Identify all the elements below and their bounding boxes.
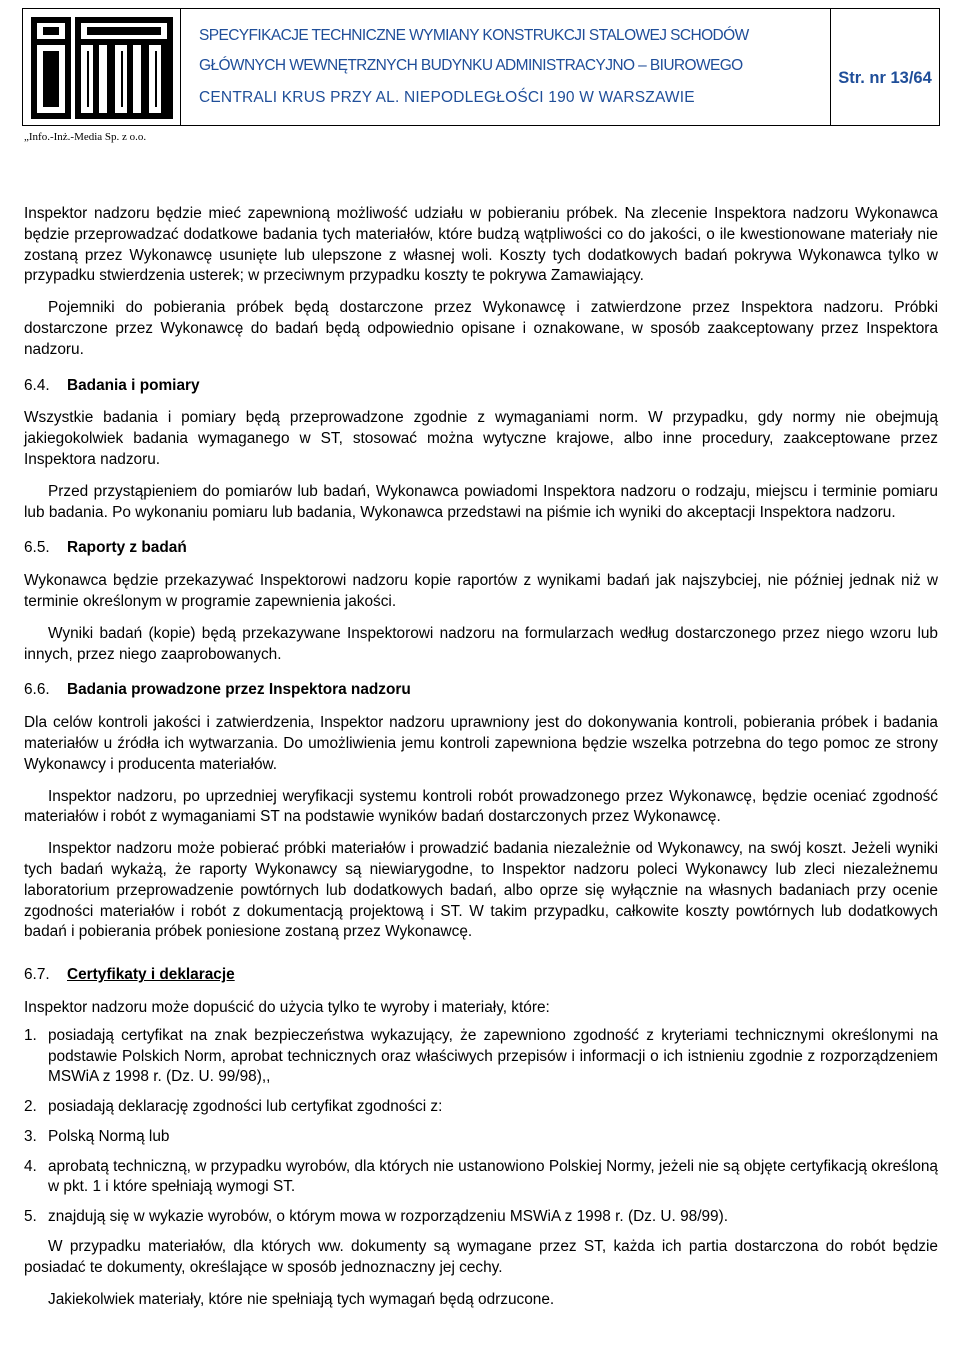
document-title-cell [180,8,830,126]
section-6-4-paragraph-2: Przed przystąpieniem do pomiarów lub badań, Wykonawca powiadomi Inspektora nadzoru o rodzaju, miejscu i terminie pomiaru lub badania. Po wykonaniu pomiaru lub badania, Wykonawca przedstawi na piśmie ich wyniki do akceptacji Inspektora nadzoru. [24,482,938,521]
section-title: Raporty z badań [67,539,187,557]
section-number: 6.6. [24,681,50,699]
section-6-4-heading [24,376,938,397]
list-item-number: 2. [24,1098,37,1116]
section-6-7-intro: Inspektor nadzoru może dopuścić do użycia tylko te wyroby i materiały, które: [24,998,550,1016]
section-6-4-paragraph-1: Wszystkie badania i pomiary będą przeprowadzone zgodnie z wymaganiami norm. W przypadku, gdy normy nie obejmują jakiegokolwiek badania wymaganego w ST, stosować można wytyczne krajowe, albo inne procedury, zaakceptowane przez Inspektora nadzoru. [24,409,938,468]
section-6-7-heading [24,965,938,986]
list-item-number: 5. [24,1208,37,1226]
section-6-6-paragraph-3: Inspektor nadzoru może pobierać próbki materiałów i prowadzić badania niezależnie od Wykonawcy, na swój koszt. Jeżeli wyniki tych badań wykażą, że raporty Wykonawcy są niewiarygodne, to Inspektor nadzoru poleci Wykonawcy lub zleci niezależnemu laboratorium przeprowadzenie powtórnych lub dodatkowych badań, albo oprze się wyłącznie na własnych badaniach przy ocenie zgodności materiałów i robót z dokumentacją projektową i ST. W takim przypadku, całkowite koszty powtórnych lub dodatkowych badań i pobierania próbek poniesione zostaną przez Wykonawcę. [24,840,938,941]
section-6-6-paragraph-2: Inspektor nadzoru, po uprzedniej weryfikacji systemu kontroli robót prowadzonego przez Wykonawcę, będzie oceniać zgodność materiałów i robót z wymaganiami ST na podstawie wyników badań dostarczonych przez Wykonawcę. [24,787,938,826]
intro-paragraph-2: Pojemniki do pobierania próbek będą dostarczone przez Wykonawcę i zatwierdzone przez Inspektora nadzoru. Próbki dostarczone przez Wykonawcę do badań będą odpowiednio opisane i oznakowane, w sposób zaakceptowany przez Inspektora nadzoru. [24,299,938,358]
list-item-number: 4. [24,1157,37,1175]
section-title: Badania i pomiary [67,376,200,394]
section-6-6-heading [24,680,938,701]
list-item [24,1207,938,1228]
logo-cell [22,8,180,126]
section-6-5-paragraph-1: Wykonawca będzie przekazywać Inspektorowi nadzoru kopie raportów z wynikami badań jak najszybciej, nie później jednak niż w terminie określonym w programie zapewnienia jakości. [24,572,938,610]
list-item-text: znajdują się w wykazie wyrobów, o którym mowa w rozporządzeniu MSWiA z 1998 r. (Dz. U. 98/99). [48,1208,729,1226]
section-number: 6.7. [24,966,50,984]
title-line-3: CENTRALI KRUS PRZY AL. NIEPODLEGŁOŚCI 190 W WARSZAWIE [199,89,695,106]
title-line-2: GŁÓWNYCH WEWNĘTRZNYCH BUDYNKU ADMINISTRACYJNO – BIUROWEGO [199,57,743,74]
section-number: 6.4. [24,376,50,394]
section-6-6-paragraph-1: Dla celów kontroli jakości i zatwierdzenia, Inspektor nadzoru uprawniony jest do dokonywania kontroli, pobierania próbek i badania materiałów u źródła ich wytwarzania. Do umożliwienia jemu kontroli zapewniona będzie wszelka potrzebna do tego pomoc ze strony Wykonawcy i producenta materiałów. [24,714,938,773]
section-6-5-heading [24,538,938,559]
company-logo [31,17,173,119]
section-6-7-paragraph-last: Jakiekolwiek materiały, które nie spełniają tych wymagań będą odrzucone. [48,1290,555,1308]
list-item-text: posiadają deklarację zgodności lub certyfikat zgodności z: [48,1098,443,1116]
section-6-5-paragraph-2: Wyniki badań (kopie) będą przekazywane Inspektorowi nadzoru na formularzach według dostarczonego przez niego wzoru lub innych, przez niego zaaprobowanych. [24,624,938,663]
intro-paragraph-1: Inspektor nadzoru będzie mieć zapewnioną możliwość udziału w pobieraniu próbek. Na zlecenie Inspektora nadzoru Wykonawca będzie przeprowadzać dodatkowe badania tych materiałów, które budzą wątpliwości co do jakości, o ile kwestionowane materiały nie zostaną przez Wykonawcę usunięte lub ulepszone z własnej woli. Koszty tych dodatkowych badań pokrywa Wykonawca tylko w przypadku stwierdzenia usterek; w przeciwnym przypadku koszty te pokrywa Zamawiający. [24,205,938,285]
list-item [24,1127,938,1148]
list-item [24,1097,938,1118]
list-item [24,1157,938,1199]
page-number: Str. nr 13/64 [838,69,932,87]
section-title: Certyfikaty i deklaracje [67,966,235,984]
list-item-number: 1. [24,1026,37,1044]
section-6-7-paragraph-after: W przypadku materiałów, dla których ww. dokumenty są wymagane przez ST, każda ich partia dostarczona do robót będzie posiadać te dokumenty, określające w sposób jednoznaczny jej cechy. [24,1238,938,1276]
list-item-number: 3. [24,1127,37,1145]
requirements-list [24,1026,938,1228]
section-title: Badania prowadzone przez Inspektora nadzoru [67,681,411,699]
list-item-text: Polską Normą lub [48,1127,170,1145]
company-name: „Info.-Inż.-Media Sp. z o.o. [24,131,147,143]
document-body [24,204,938,1310]
page-header [22,8,940,143]
page-number-cell [830,8,940,126]
section-number: 6.5. [24,539,50,557]
list-item [24,1026,938,1088]
title-line-1: SPECYFIKACJE TECHNICZNE WYMIANY KONSTRUKCJI STALOWEJ SCHODÓW [199,27,749,44]
list-item-text: posiadają certyfikat na znak bezpieczeństwa wykazujący, że zapewniono zgodność z kryteriami technicznymi określonymi na podstawie Polskich Norm, aprobat technicznych oraz właściwych przepisów i informacji o ich istnieniu zgodnie z rozporządzeniem MSWiA z 1998 r. (Dz. U. 99/98),, [48,1026,938,1086]
list-item-text: aprobatą techniczną, w przypadku wyrobów, dla których nie ustanowiono Polskiej Normy, jeżeli nie są objęte certyfikacją określoną w pkt. 1 i które spełniają wymogi ST. [48,1157,938,1196]
